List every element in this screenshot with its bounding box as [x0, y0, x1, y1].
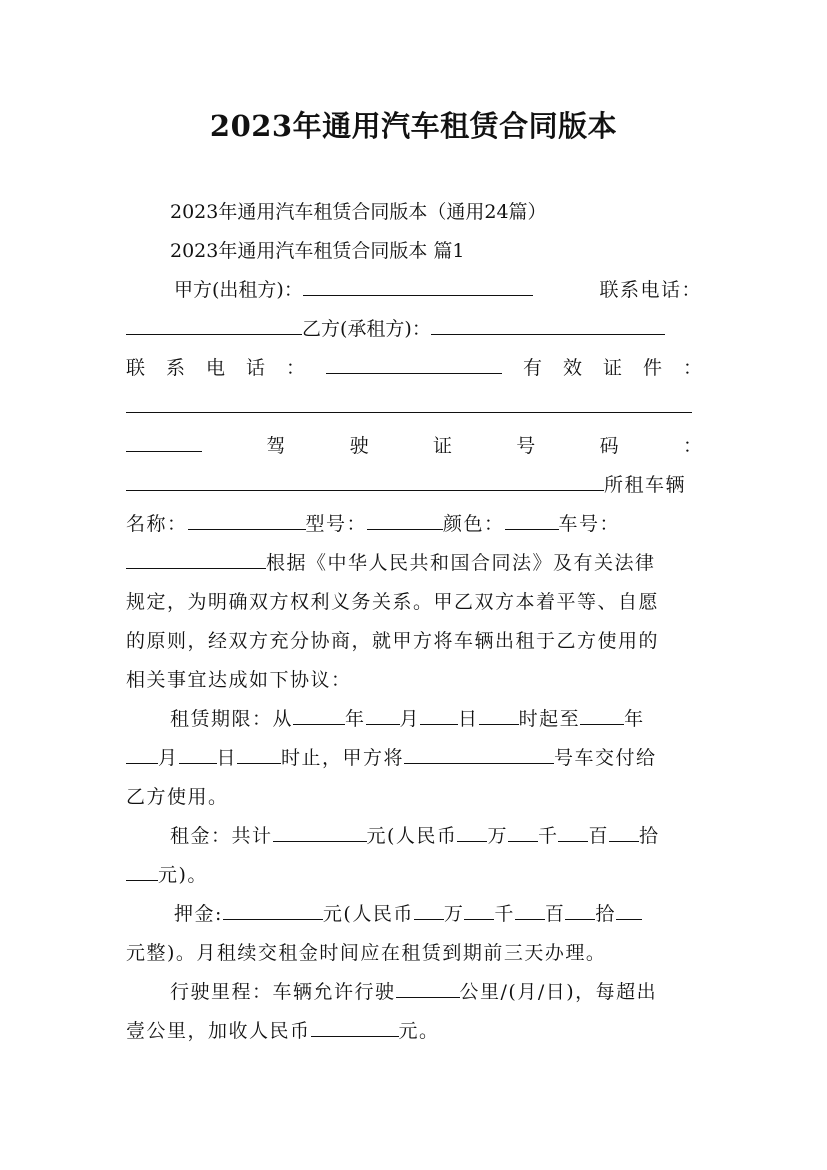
fill-blank: [366, 706, 400, 725]
vehicle-label: 所租车辆: [604, 474, 687, 496]
char: 有: [522, 357, 542, 379]
fill-blank: [420, 706, 458, 725]
term-label: 租赁期限：从: [170, 708, 294, 730]
char: 号: [516, 435, 536, 457]
deposit-wan: 万: [443, 903, 465, 925]
phone-cert-line: [126, 355, 702, 381]
license-blank: [126, 472, 604, 491]
fill-blank: [179, 745, 217, 764]
party-b-label: 乙方(承租方)：: [302, 318, 431, 340]
fill-blank: [609, 823, 639, 842]
deposit-shi: 拾: [595, 903, 616, 925]
party-b-blank: [431, 316, 665, 335]
rent-bai: 百: [588, 825, 609, 847]
fill-blank: [580, 706, 624, 725]
para1-l4: 相关事宜达成如下协议：: [126, 669, 352, 691]
party-a-label: 甲方(出租方)：: [174, 279, 303, 301]
char: ：: [682, 357, 702, 379]
document-title: 2023年通用汽车租赁合同版本: [209, 109, 618, 143]
char: ：: [286, 357, 306, 379]
fill-blank: [616, 901, 642, 920]
party-a-line: [174, 277, 702, 303]
phone-label: 联系电话：: [599, 279, 702, 301]
char: 系: [166, 357, 186, 379]
basis-line: [126, 550, 702, 576]
fill-blank: [273, 823, 367, 842]
name-label: 名称：: [126, 513, 188, 535]
mileage-label: 行驶里程：车辆允许行驶: [170, 981, 396, 1003]
fill-blank: [126, 862, 158, 881]
vehicle-line: [126, 472, 702, 498]
char: 码: [599, 435, 619, 457]
model-blank: [367, 511, 443, 530]
fill-blank: [558, 823, 588, 842]
rent-label: 租金：共计: [170, 825, 273, 847]
term-from: 时起至: [518, 708, 581, 730]
char: ：: [682, 435, 702, 457]
deposit-line-1: [174, 901, 706, 927]
fill-blank: [293, 706, 345, 725]
rent-end: 元)。: [158, 864, 208, 886]
para1-l2: 规定，为明确双方权利义务关系。甲乙双方本着平等、自愿: [126, 591, 660, 613]
fill-blank: [311, 1018, 399, 1037]
char: 电: [206, 357, 226, 379]
rent-shi: 拾: [638, 825, 660, 847]
term-line-2: [126, 745, 702, 771]
rent-wan: 万: [487, 825, 508, 847]
section-heading: 2023年通用汽车租赁合同版本 篇1: [170, 240, 465, 262]
deposit-bai: 百: [544, 903, 566, 925]
term-year2: 年: [624, 708, 645, 730]
license-line: [126, 433, 702, 459]
mileage-line-2: [126, 1018, 702, 1044]
party-a-blank: [303, 277, 533, 296]
phone-b-blank: [326, 355, 502, 374]
fill-blank: [479, 706, 519, 725]
fill-blank: [515, 901, 545, 920]
color-label: 颜色：: [443, 513, 505, 535]
phone-a-blank: [126, 316, 302, 335]
char: 驶: [349, 435, 369, 457]
fill-blank: [237, 745, 281, 764]
cert-blank: [126, 412, 692, 413]
char: 话: [246, 357, 266, 379]
fill-blank: [457, 823, 487, 842]
rent-yuan: 元(人民币: [366, 825, 458, 847]
party-b-line: [126, 316, 702, 342]
plate-label: 车号：: [558, 513, 621, 535]
mileage-unit: 公里/(月/日)，每超出: [459, 981, 658, 1003]
vehicle-info-line: [126, 511, 702, 537]
rent-line-1: [170, 823, 702, 849]
term-line-1: [170, 706, 702, 732]
intro-line: 2023年通用汽车租赁合同版本（通用24篇）: [170, 201, 547, 223]
fill-blank: [565, 901, 595, 920]
color-blank: [505, 511, 559, 530]
mileage-line-1: [170, 979, 702, 1005]
deposit-label: 押金:: [174, 903, 223, 925]
fill-blank: [508, 823, 538, 842]
term-month2: 月: [158, 747, 179, 769]
para1-l3: 的原则，经双方充分协商，就甲方将车辆出租于乙方使用的: [126, 630, 660, 652]
model-label: 型号：: [305, 513, 368, 535]
mileage-l2b: 元。: [398, 1020, 440, 1042]
term-day: 日: [458, 708, 479, 730]
char: 驾: [266, 435, 286, 457]
rent-qian: 千: [537, 825, 559, 847]
basis-text: 根据《中华人民共和国合同法》及有关法律: [266, 552, 656, 574]
deposit-yuan: 元(人民币: [322, 903, 414, 925]
cert-blank-end: [126, 433, 202, 452]
term-until: 时止，甲方将: [281, 747, 405, 769]
char: 证: [602, 357, 622, 379]
fill-blank: [396, 979, 460, 998]
fill-blank: [464, 901, 494, 920]
term-day2: 日: [216, 747, 238, 769]
name-blank: [188, 511, 306, 530]
char: 联: [126, 357, 146, 379]
plate-blank: [126, 550, 266, 569]
fill-blank: [404, 745, 554, 764]
deposit-qian: 千: [494, 903, 515, 925]
fill-blank: [414, 901, 444, 920]
fill-blank: [126, 745, 158, 764]
term-year: 年: [345, 708, 366, 730]
char: 件: [642, 357, 662, 379]
term-line-3: 乙方使用。: [126, 786, 229, 808]
char: 效: [562, 357, 582, 379]
fill-blank: [223, 901, 323, 920]
deposit-line-2: 元整)。月租续交租金时间应在租赁到期前三天办理。: [126, 942, 607, 964]
mileage-l2a: 壹公里，加收人民币: [126, 1020, 311, 1042]
term-month: 月: [399, 708, 421, 730]
rent-line-2: [126, 862, 702, 888]
term-deliver: 号车交付给: [554, 747, 657, 769]
char: 证: [432, 435, 452, 457]
